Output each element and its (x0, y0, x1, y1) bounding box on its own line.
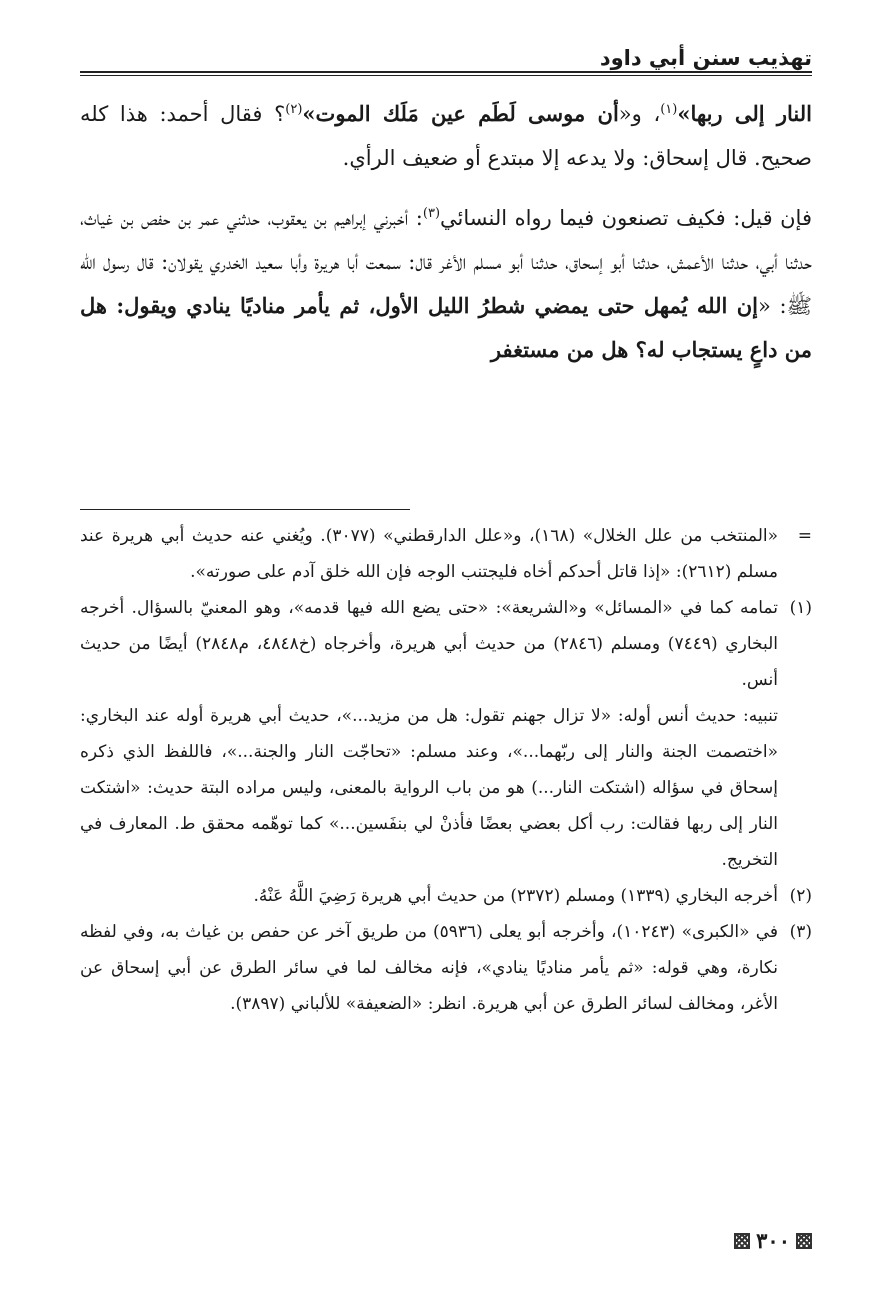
footnote-ref-1: (١) (660, 102, 678, 117)
footnote-mark: (٣) (789, 922, 812, 942)
footnote-mark: (١) (789, 598, 812, 618)
paragraph-1 (80, 92, 812, 180)
footnote-1 (80, 590, 812, 698)
footnote-ref-2: (٢) (285, 102, 303, 117)
text-run: فإن قيل: فكيف تصنعون فيما رواه النسائي (440, 206, 812, 230)
footnote-mark: = (797, 526, 812, 546)
bold-hadith: إن الله يُمهل حتى يمضي شطرُ الليل الأول، ثم يأمر مناديًا ينادي ويقول: هل من داعٍ يستجاب له؟ هل من مستغفر (80, 293, 812, 362)
text-run: ، و« (618, 102, 661, 126)
text-run: ؟ فقال أحمد: هذا كله صحيح. قال إسحاق: ولا يدعه إلا مبتدع أو ضعيف الرأي. (80, 102, 812, 170)
bold-quote: أن موسى لَطَم عين مَلَك الموت (315, 101, 619, 126)
page-number-block (734, 1228, 812, 1253)
header-rule-thin (80, 75, 812, 76)
text-run: » (302, 101, 316, 126)
page-number: ٣٠٠ (756, 1228, 790, 1253)
ornament-icon (796, 1233, 812, 1249)
footnote-ref-3: (٣) (422, 206, 441, 221)
text-run: : أخبرني إبراهيم بن يعقوب، حدثني عمر بن حفص بن غياث، حدثنا أبي، حدثنا الأعمش، حدثنا أبو إسحاق، حدثنا أبو مسلم الأغر قال: سمعت أبا هريرة وأبا سعيد الخدري يقولان: قال رسول الله ﷺ: « (80, 206, 812, 318)
footnote-continuation (80, 518, 812, 590)
footnote-3 (80, 914, 812, 1022)
bold-quote: النار إلى ربها» (677, 101, 812, 126)
header-rule (80, 71, 812, 73)
footnote-text: في «الكبرى» (١٠٢٤٣)، وأخرجه أبو يعلى (٥٩٣٦) من طريق آخر عن حفص بن غياث به، وفي لفظه نكارة، وهي قوله: «ثم يأمر مناديًا ينادي»، فإنه مخالف لما في سائر الطرق عن أبي إسحاق عن الأغر، ومخالف لسائر الطرق عن أبي هريرة. انظر: «الضعيفة» للألباني (٣٨٩٧). (80, 922, 778, 1014)
paragraph-2 (80, 196, 812, 372)
footnote-text: أخرجه البخاري (١٣٣٩) ومسلم (٢٣٧٢) من حديث أبي هريرة رَضِيَ اللَّهُ عَنْهُ. (253, 886, 778, 906)
footnote-1-note: تنبيه: حديث أنس أوله: «لا تزال جهنم تقول: هل من مزيد...»، حديث أبي هريرة أوله عند البخاري: «اختصمت الجنة والنار إلى ربّهما...»، وعند مسلم: «تحاجّت النار والجنة...»، فاللفظ الذي ذكره إسحاق في سؤاله (اشتكت النار...) هو من باب الرواية بالمعنى، وليس مراده البتة حديث: «اشتكت النار إلى ربها فقالت: رب أكل بعضي بعضًا فأذنْ لي بنفَسين...» كما توهّمه محقق ط. المعارف في التخريج. (80, 706, 778, 870)
ornament-icon (734, 1233, 750, 1249)
footnote-2 (80, 878, 812, 914)
footnotes (80, 518, 812, 1022)
running-head: تهذيب سنن أبي داود (599, 46, 812, 70)
footnote-text: تمامه كما في «المسائل» و«الشريعة»: «حتى يضع الله فيها قدمه»، وهو المعنيّ بالسؤال. أخرجه البخاري (٧٤٤٩) ومسلم (٢٨٤٦) من حديث أبي هريرة، وأخرجاه (خ٤٨٤٨، م٢٨٤٨) أيضًا من حديث أنس. (80, 598, 778, 690)
footnote-mark: (٢) (789, 886, 812, 906)
main-text (80, 92, 812, 372)
footnote-rule (80, 509, 410, 510)
footnote-text: «المنتخب من علل الخلال» (١٦٨)، و«علل الدارقطني» (٣٠٧٧). ويُغني عنه حديث أبي هريرة عند مسلم (٢٦١٢): «إذا قاتل أحدكم أخاه فليجتنب الوجه فإن الله خلق آدم على صورته». (80, 526, 779, 582)
